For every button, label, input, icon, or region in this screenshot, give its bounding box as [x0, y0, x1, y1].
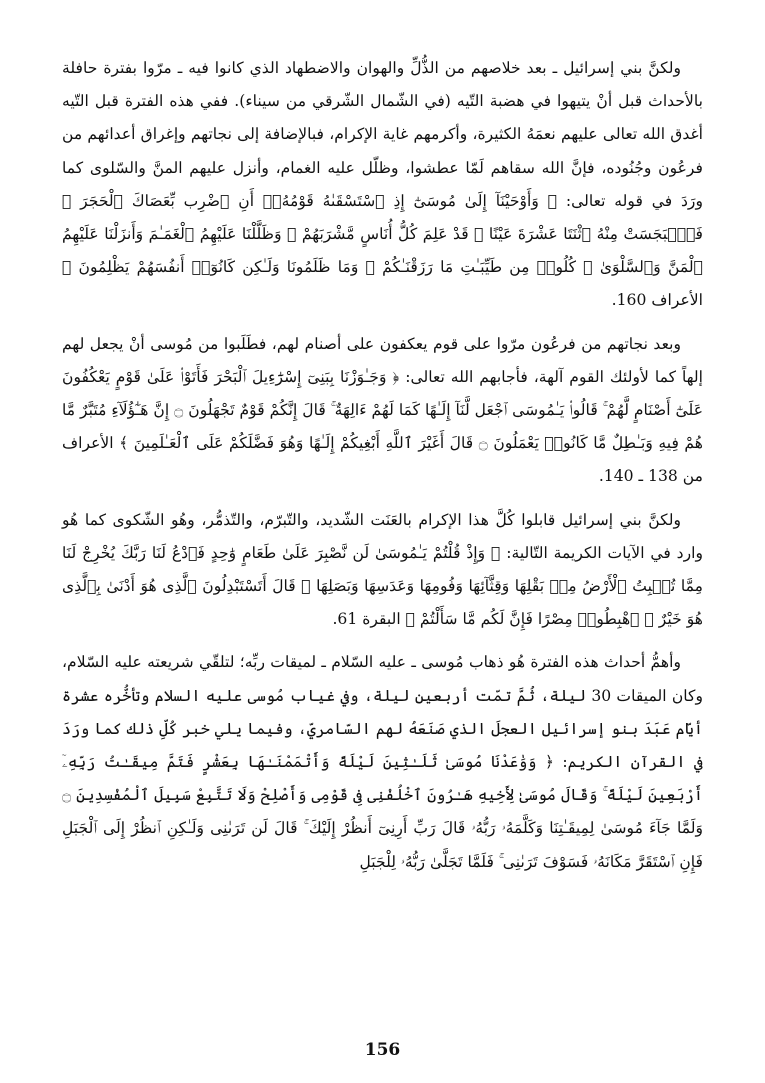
paragraph-4: وأهمُّ أحداث هذه الفترة هُو ذهاب مُوسى ـ عليه السّلام ـ لميقات ربِّه؛ لتلقّي شريعته عليه السّلام، وكان الميقات 30 ليلة، ثُمَّ تمّت أربعين ليلة، وفي غياب مُوسى عليه السلام وتأخُّره عشرة أيّام عَبَدَ بنو إسرائيل العجلَ الذي صَنَعَهُ لهم السّامريّ، وفيما يلي خبر كُلِّ ذلك كما ورَدَ في القرآن الكريم: ﴿ وَوَٰعَدْنَا مُوسَىٰ ثَلَـٰثِينَ لَيْلَةً وَأَتْمَمْنَـٰهَا بِعَشْرٍ فَتَمَّ مِيقَـٰتُ رَبِّهِۦٓ أَرْبَعِينَ لَيْلَةً ۚ وَقَالَ مُوسَىٰ لِأَخِيهِ هَـٰرُونَ ٱخْلُفْنِى فِى قَوْمِى وَأَصْلِحْ وَلَا تَتَّبِعْ سَبِيلَ ٱلْمُفْسِدِينَ ۝ وَلَمَّا جَآءَ مُوسَىٰ لِمِيقَـٰتِنَا وَكَلَّمَهُۥ رَبُّهُۥ قَالَ رَبِّ أَرِنِىٓ أَنظُرْ إِلَيْكَ ۚ قَالَ لَن تَرَىٰنِى وَلَـٰكِنِ ٱنظُرْ إِلَى ٱلْجَبَلِ فَإِنِ ٱسْتَقَرَّ مَكَانَهُۥ فَسَوْفَ تَرَىٰنِى ۚ فَلَمَّا تَجَلَّىٰ رَبُّهُۥ لِلْجَبَلِ: [62, 653, 704, 871]
paragraph-3: ولكنَّ بني إسرائيل قابلوا كُلَّ هذا الإكرام بالعَنَت الشّديد، والتّبرّم، والتّذمُّر، وهُو الشّكوى كما هُو وارد في الآيات الكريمة التّالية: ﴿ وَإِذْ قُلْتُمْ يَـٰمُوسَىٰ لَن نَّصْبِرَ عَلَىٰ طَعَامٍ وَٰحِدٍ فَٱدْعُ لَنَا رَبَّكَ يُخْرِجْ لَنَا مِمَّا تُنۢبِتُ ٱلْأَرْضُ مِنۢ بَقْلِهَا وَقِثَّآئِهَا وَفُومِهَا وَعَدَسِهَا وَبَصَلِهَا ۖ قَالَ أَتَسْتَبْدِلُونَ ٱلَّذِى هُوَ أَدْنَىٰ بِٱلَّذِى هُوَ خَيْرٌ ۚ ٱهْبِطُوا۟ مِصْرًا فَإِنَّ لَكُم مَّا سَأَلْتُمْ ﴾ البقرة 61.: [62, 510, 703, 629]
paragraph-1: ولكنَّ بني إسرائيل ـ بعد خلاصهم من الذُّلِّ والهوان والاضطهاد الذي كانوا فيه ـ مرّوا بفترة حافلة بالأحداث قبل أنْ يتيهوا في هضبة التّيه (في الشّمال الشّرقي من سيناء). ففي هذه الفترة قبل التّيه أغدق الله تعالى عليهم نعمَهُ الكثيرة، وأكرمهم غاية الإكرام، فبالإضافة إلى نجاتهم وإغراق أعدائهم من فرعُون وجُنُوده، فإنَّ الله سقاهم لَمّا عطشوا، وظلّل عليه الغمام، وأنزل عليهم المنَّ والسّلوى كما ورَدَ في قوله تعالى: ﴿ وَأَوْحَيْنَآ إِلَىٰ مُوسَىٰٓ إِذِ ٱسْتَسْقَىٰهُ قَوْمُهُۥٓ أَنِ ٱضْرِب بِّعَصَاكَ ٱلْحَجَرَ ۖ فَٱنۢبَجَسَتْ مِنْهُ ٱثْنَتَا عَشْرَةَ عَيْنًا ۖ قَدْ عَلِمَ كُلُّ أُنَاسٍ مَّشْرَبَهُمْ ۚ وَظَلَّلْنَا عَلَيْهِمُ ٱلْغَمَـٰمَ وَأَنزَلْنَا عَلَيْهِمُ ٱلْمَنَّ وَٱلسَّلْوَىٰ ۖ كُلُوا۟ مِن طَيِّبَـٰتِ مَا رَزَقْنَـٰكُمْ ۚ وَمَا ظَلَمُونَا وَلَـٰكِن كَانُوٓا۟ أَنفُسَهُمْ يَظْلِمُونَ ﴾ الأعراف 160.: [62, 59, 703, 310]
paragraph-2: وبعد نجاتهم من فرعُون مرّوا على قوم يعكفون على أصنام لهم، فطَلَبوا من مُوسى أنْ يجعل لهم إلهاً كما لأولئك القوم آلهة، فأجابهم الله تعالى: ﴿ وَجَـٰوَزْنَا بِبَنِىٓ إِسْرَٰٓءِيلَ ٱلْبَحْرَ فَأَتَوْا۟ عَلَىٰ قَوْمٍ يَعْكُفُونَ عَلَىٰٓ أَصْنَامٍ لَّهُمْ ۚ قَالُوا۟ يَـٰمُوسَى ٱجْعَل لَّنَآ إِلَـٰهًا كَمَا لَهُمْ ءَالِهَةٌ ۚ قَالَ إِنَّكُمْ قَوْمٌ تَجْهَلُونَ ۝ إِنَّ هَـٰٓؤُلَآءِ مُتَبَّرٌ مَّا هُمْ فِيهِ وَبَـٰطِلٌ مَّا كَانُوا۟ يَعْمَلُونَ ۝ قَالَ أَغَيْرَ ٱللَّهِ أَبْغِيكُمْ إِلَـٰهًا وَهُوَ فَضَّلَكُمْ عَلَى ٱلْعَـٰلَمِينَ ﴾ الأعراف من 138 ـ 140.: [62, 334, 704, 486]
page-number: 156: [364, 1040, 401, 1060]
